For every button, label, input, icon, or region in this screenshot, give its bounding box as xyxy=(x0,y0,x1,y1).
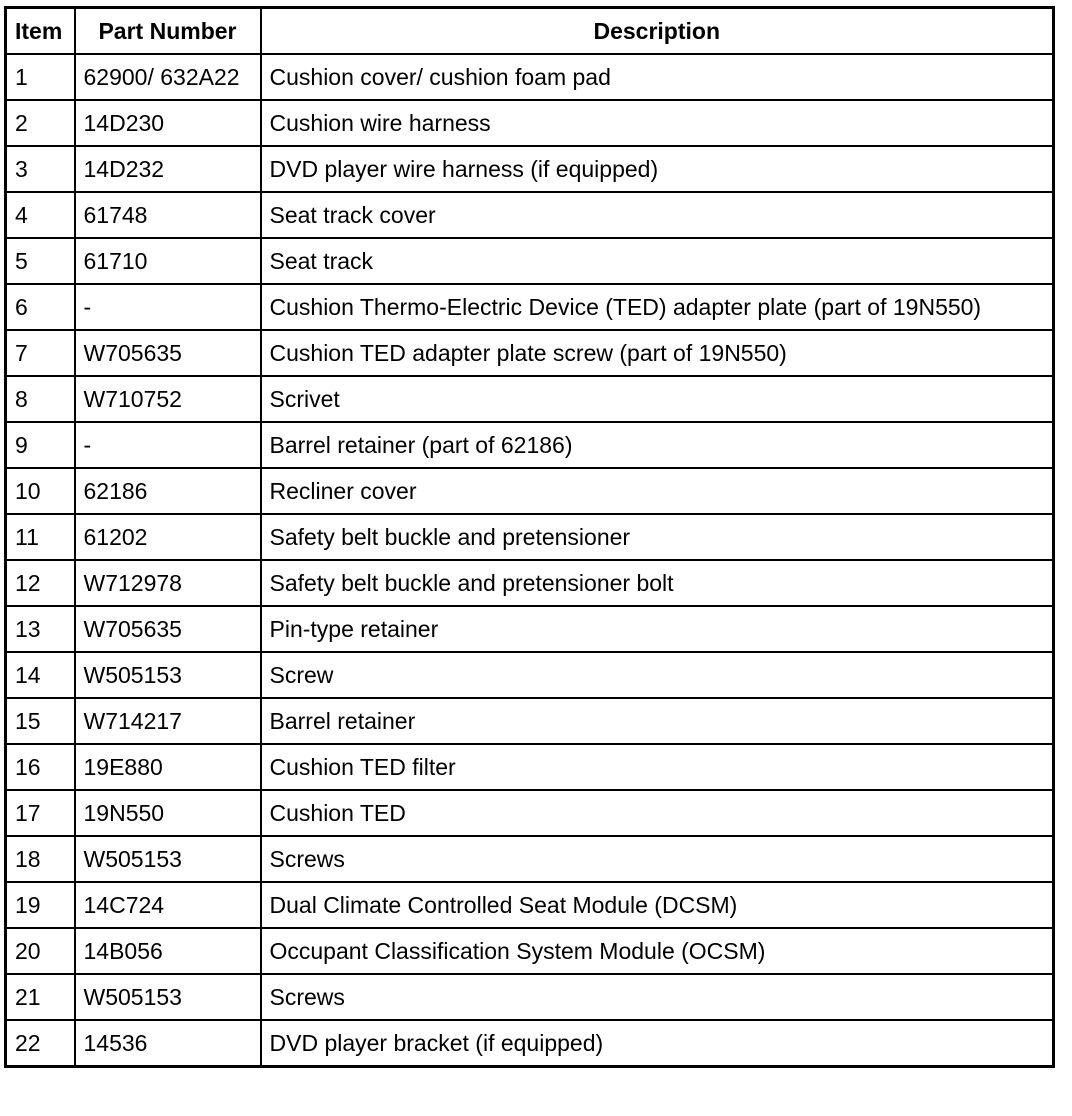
cell-item: 6 xyxy=(6,284,75,330)
cell-item: 22 xyxy=(6,1020,75,1067)
cell-description: DVD player wire harness (if equipped) xyxy=(261,146,1054,192)
table-row xyxy=(6,330,1054,376)
cell-part-number: W705635 xyxy=(75,330,261,376)
cell-item: 13 xyxy=(6,606,75,652)
cell-item: 21 xyxy=(6,974,75,1020)
cell-part-number: - xyxy=(75,422,261,468)
cell-part-number: W714217 xyxy=(75,698,261,744)
table-row xyxy=(6,790,1054,836)
cell-item: 9 xyxy=(6,422,75,468)
header-part-number: Part Number xyxy=(75,8,261,55)
cell-description: Dual Climate Controlled Seat Module (DCSM) xyxy=(261,882,1054,928)
table-row xyxy=(6,422,1054,468)
table-row xyxy=(6,698,1054,744)
cell-item: 18 xyxy=(6,836,75,882)
cell-part-number: 14B056 xyxy=(75,928,261,974)
header-description: Description xyxy=(261,8,1054,55)
cell-item: 20 xyxy=(6,928,75,974)
cell-part-number: 61748 xyxy=(75,192,261,238)
table-row xyxy=(6,560,1054,606)
cell-item: 15 xyxy=(6,698,75,744)
cell-part-number: W505153 xyxy=(75,836,261,882)
cell-description: Cushion TED adapter plate screw (part of 19N550) xyxy=(261,330,1054,376)
cell-description: Seat track cover xyxy=(261,192,1054,238)
cell-description: Cushion Thermo-Electric Device (TED) adapter plate (part of 19N550) xyxy=(261,284,1054,330)
cell-description: Scrivet xyxy=(261,376,1054,422)
cell-description: Cushion wire harness xyxy=(261,100,1054,146)
table-row xyxy=(6,146,1054,192)
table-row xyxy=(6,974,1054,1020)
cell-part-number: 62900/ 632A22 xyxy=(75,54,261,100)
cell-part-number: 62186 xyxy=(75,468,261,514)
cell-item: 5 xyxy=(6,238,75,284)
table-row xyxy=(6,376,1054,422)
table-row xyxy=(6,606,1054,652)
cell-description: Recliner cover xyxy=(261,468,1054,514)
cell-item: 8 xyxy=(6,376,75,422)
table-row xyxy=(6,192,1054,238)
table-row xyxy=(6,836,1054,882)
cell-description: Occupant Classification System Module (OCSM) xyxy=(261,928,1054,974)
cell-item: 16 xyxy=(6,744,75,790)
cell-description: Cushion cover/ cushion foam pad xyxy=(261,54,1054,100)
cell-part-number: 14C724 xyxy=(75,882,261,928)
table-row xyxy=(6,744,1054,790)
table-row xyxy=(6,882,1054,928)
cell-part-number: W705635 xyxy=(75,606,261,652)
cell-part-number: 19E880 xyxy=(75,744,261,790)
cell-part-number: W712978 xyxy=(75,560,261,606)
table-header-row xyxy=(6,8,1054,55)
cell-description: Safety belt buckle and pretensioner xyxy=(261,514,1054,560)
table-row xyxy=(6,100,1054,146)
cell-description: Seat track xyxy=(261,238,1054,284)
cell-description: Screws xyxy=(261,836,1054,882)
table-row xyxy=(6,1020,1054,1067)
cell-description: DVD player bracket (if equipped) xyxy=(261,1020,1054,1067)
cell-item: 19 xyxy=(6,882,75,928)
cell-item: 1 xyxy=(6,54,75,100)
table-row xyxy=(6,284,1054,330)
cell-item: 2 xyxy=(6,100,75,146)
cell-part-number: 14D230 xyxy=(75,100,261,146)
cell-description: Pin-type retainer xyxy=(261,606,1054,652)
cell-part-number: 14536 xyxy=(75,1020,261,1067)
table-row xyxy=(6,468,1054,514)
cell-part-number: W505153 xyxy=(75,974,261,1020)
cell-part-number: W505153 xyxy=(75,652,261,698)
cell-item: 14 xyxy=(6,652,75,698)
cell-description: Safety belt buckle and pretensioner bolt xyxy=(261,560,1054,606)
table-row xyxy=(6,652,1054,698)
table-row xyxy=(6,238,1054,284)
cell-item: 11 xyxy=(6,514,75,560)
cell-item: 12 xyxy=(6,560,75,606)
cell-description: Screws xyxy=(261,974,1054,1020)
cell-item: 7 xyxy=(6,330,75,376)
cell-item: 3 xyxy=(6,146,75,192)
parts-table xyxy=(4,6,1055,1068)
cell-item: 10 xyxy=(6,468,75,514)
cell-part-number: W710752 xyxy=(75,376,261,422)
cell-description: Cushion TED filter xyxy=(261,744,1054,790)
table-row xyxy=(6,54,1054,100)
header-item: Item xyxy=(6,8,75,55)
cell-item: 4 xyxy=(6,192,75,238)
table-body xyxy=(6,54,1054,1067)
cell-part-number: 61710 xyxy=(75,238,261,284)
cell-part-number: 61202 xyxy=(75,514,261,560)
cell-description: Barrel retainer (part of 62186) xyxy=(261,422,1054,468)
table-row xyxy=(6,928,1054,974)
cell-item: 17 xyxy=(6,790,75,836)
cell-part-number: 14D232 xyxy=(75,146,261,192)
cell-part-number: - xyxy=(75,284,261,330)
cell-description: Screw xyxy=(261,652,1054,698)
cell-description: Cushion TED xyxy=(261,790,1054,836)
table-row xyxy=(6,514,1054,560)
cell-description: Barrel retainer xyxy=(261,698,1054,744)
cell-part-number: 19N550 xyxy=(75,790,261,836)
